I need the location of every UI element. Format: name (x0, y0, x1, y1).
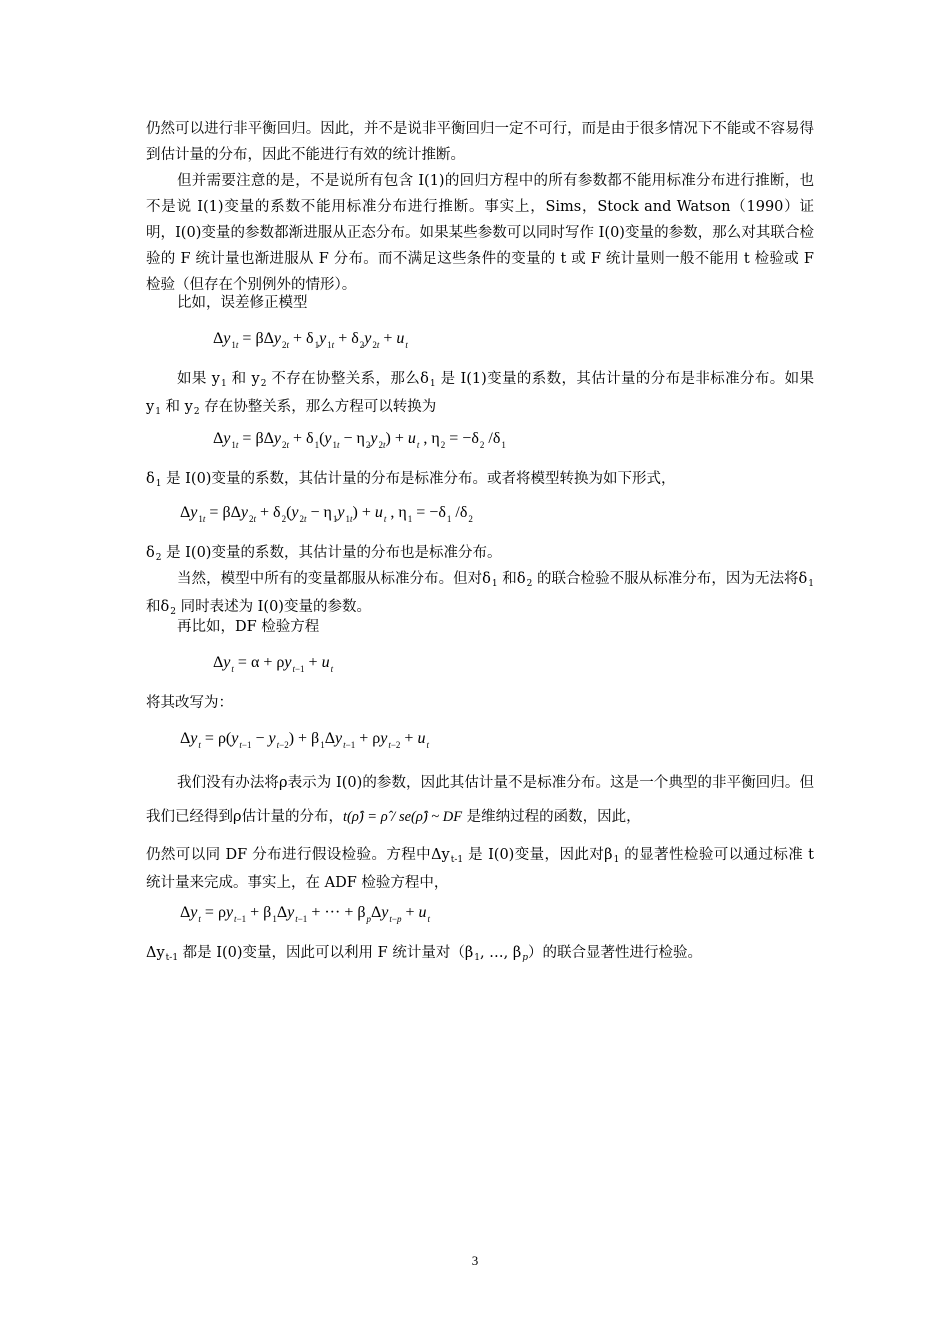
paragraph-10: 我们没有办法将ρ表示为 I(0)的参数，因此其估计量不是标准分布。这是一个典型的非平衡回归。但我们已经得到ρ估计量的分布，t(ρ̂) = ρ̂ / se(ρ̂) ~ DF 是维纳过程的函数，因此， (146, 775, 814, 825)
paragraph-5: $\delta_1$ 是 I(0)变量的系数，其估计量的分布是标准分布。或者将模型转换为如下形式， (146, 471, 676, 489)
paragraph-11: 仍然可以同 DF 分布进行假设检验。方程中$\Delta y_{t-1}$ 是 I(0)变量，因此对$\beta_1$ 的显著性检验可以通过标准 t 统计量来完成。事实上，在 ADF 检验方程中， (146, 847, 814, 891)
equation-2: $\Delta y_{1t} = \beta\Delta y_{2t} + \delta_1(y_{1t} - \eta_2y_{2t}) + u_t$ , $\eta_2 = -\delta_2$ $/\delta_1$ (213, 430, 506, 450)
paragraph-6: $\delta_2$ 是 I(0)变量的系数，其估计量的分布也是标准分布。 (146, 545, 502, 563)
paragraph-4: 如果 $y_1$ 和 $y_2$ 不存在协整关系，那么$\delta_1$ 是 I(1)变量的系数，其估计量的分布是非标准分布。如果 $y_1$ 和 $y_2$ 存在协整关系，那么方程可以转换为 (146, 371, 815, 417)
equation-6: $\Delta y_t = \rho y_{t-1} + \beta_1\Delta y_{t-1}$ + ··· + $\beta_p\Delta y_{t-p} + u_t$ (180, 904, 431, 924)
paragraph-12: $\Delta y_{t-1}$ 都是 I(0)变量，因此可以利用 F 统计量对（$\beta_1$, …, $\beta_p$）的联合显著性进行检验。 (146, 945, 703, 963)
paragraph-3: 比如，误差修正模型 (177, 295, 308, 311)
equation-1: $\Delta y_{1t} = \beta\Delta y_{2t} + \delta_1y_{1t} + \delta_2y_{2t} + u_t$ (213, 330, 408, 350)
page-number: 3 (471, 1253, 479, 1268)
paragraph-9: 将其改写为： (146, 695, 233, 711)
equation-5: $\Delta y_t = \rho(y_{t-1} - y_{t-2}) + \beta_1\Delta y_{t-1} + \rho y_{t-2} + u_t$ (180, 730, 429, 750)
equation-4: $\Delta y_t = \alpha + \rho y_{t-1} + u_t$ (213, 654, 334, 674)
equation-3: $\Delta y_{1t} = \beta\Delta y_{2t} + \delta_2(y_{2t} - \eta_1y_{1t}) + u_t$ , $\eta_1 = -\delta_1$ $/\delta_2$ (180, 504, 473, 524)
paragraph-8: 再比如，DF 检验方程 (177, 619, 320, 635)
paragraph-1: 仍然可以进行非平衡回归。因此，并不是说非平衡回归一定不可行，而是由于很多情况下不能或不容易得到估计量的分布，因此不能进行有效的统计推断。 (146, 121, 814, 163)
paragraph-2: 但并需要注意的是，不是说所有包含 I(1)的回归方程中的所有参数都不能用标准分布进行推断，也不是说 I(1)变量的系数不能用标准分布进行推断。事实上，Sims，Stock and Watson（1990）证明，I(0)变量的参数都渐进服从正态分布。如果某些参数可以同时写作 I(0)变量的参数，那么对其联合检验的 F 统计量也渐进服从 F 分布。而不满足这些条件的变量的 t 或 F 统计量则一般不能用 t 检验或 F 检验（但存在个别例外的情形）。 (146, 173, 814, 293)
paragraph-7: 当然，模型中所有的变量都服从标准分布。但对$\delta_1$ 和$\delta_2$ 的联合检验不服从标准分布，因为无法将$\delta_1$ 和$\delta_2$ 同时表述为 I(0)变量的参数。 (146, 571, 814, 617)
